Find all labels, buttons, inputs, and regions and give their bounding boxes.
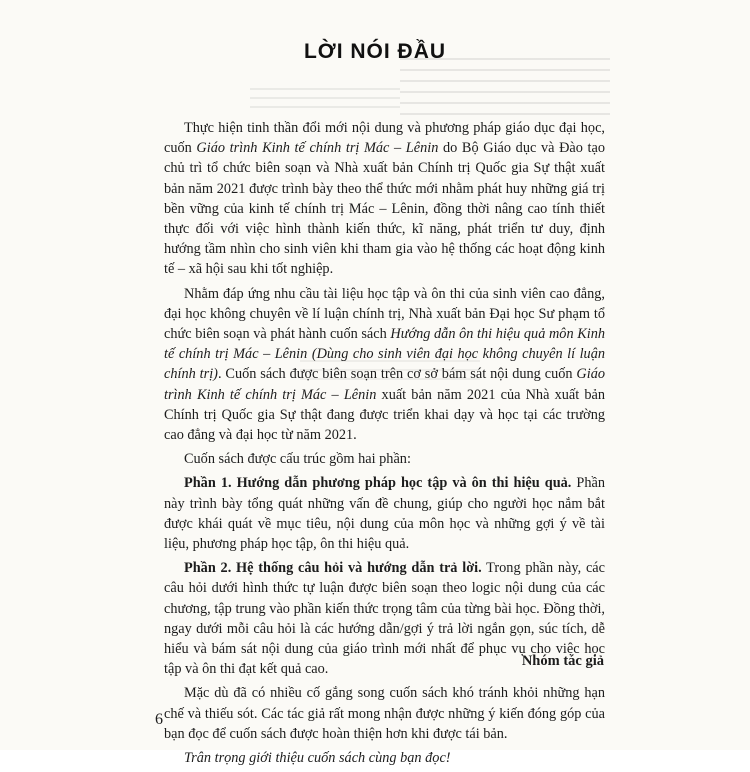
paragraph-2: Nhằm đáp ứng nhu cầu tài liệu học tập và ôn thi của sinh viên cao đẳng, đại học không chuyên về lí luận chính trị, Nhà xuất bản Đại học Sư phạm tổ chức biên soạn và phát hành cuốn sách Hướng dẫn ôn thi hiệu quả môn Kinh tế chính trị Mác – Lênin (Dùng cho sinh viên đại học không chuyên lí luận chính trị). Cuốn sách được biên soạn trên cơ sở bám sát nội dung cuốn Giáo trình Kinh tế chính trị Mác – Lênin xuất bản năm 2021 của Nhà xuất bản Chính trị Quốc gia Sự thật đang được triển khai dạy và học tại các trường cao đẳng và đại học từ năm 2021. [164, 285, 606, 444]
closing-line: Trân trọng giới thiệu cuốn sách cùng bạn đọc! [184, 750, 451, 767]
page-number: 6 [155, 711, 163, 728]
bleed-through-text [250, 88, 400, 108]
bleed-through-text [400, 58, 610, 118]
book-title-italic: Giáo trình Kinh tế chính trị Mác – Lênin [164, 366, 606, 403]
paragraph-part-1: Phần 1. Hướng dẫn phương pháp học tập và ôn thi hiệu quả. Phần này trình bày tổng quát những vấn đề chung, giúp cho người học nắm bắt được khái quát về mục tiêu, nội dung của môn học và những gợi ý về tài liệu, phương pháp học tập, ôn thi hiệu quả. [164, 475, 605, 553]
part-2-heading: Phần 2. Hệ thống câu hỏi và hướng dẫn trả lời. [184, 560, 482, 577]
page-title: LỜI NÓI ĐẦU [303, 40, 447, 63]
paragraph-3: Cuốn sách được cấu trúc gồm hai phần: [184, 451, 411, 468]
paragraph-6: Mặc dù đã có nhiều cố gắng song cuốn sách khó tránh khỏi những hạn chế và thiếu sót. Các tác giả rất mong nhận được những ý kiến đóng góp của bạn đọc để cuốn sách được hoàn thiện hơn khi được tái bản. [164, 685, 605, 742]
signature: Nhóm tác giả [521, 653, 604, 669]
paragraph-part-2: Phần 2. Hệ thống câu hỏi và hướng dẫn trả lời. Trong phần này, các câu hỏi dưới hình thức tự luận được biên soạn theo logic nội dung của các chương, tập trung vào phần kiến thức trọng tâm của từng bài học. Đồng thời, ngay dưới mỗi câu hỏi là các hướng dẫn/gợi ý trả lời ngắn gọn, súc tích, dễ hiểu và bám sát nội dung của giáo trình mới nhất để phục vụ cho việc học tập và ôn thi đạt kết quả cao. [164, 560, 605, 678]
paragraph-1: Thực hiện tinh thần đổi mới nội dung và phương pháp giáo dục đại học, cuốn Giáo trình Kinh tế chính trị Mác – Lênin do Bộ Giáo dục và Đào tạo chủ trì tổ chức biên soạn và Nhà xuất bản Chính trị Quốc gia Sự thật xuất bản năm 2021 được trình bày theo thể thức mới nhằm phát huy những giá trị bền vững của kinh tế chính trị Mác – Lênin, đồng thời nâng cao tính thiết thực đối với việc hình thành kiến thức, kĩ năng, phát triển tư duy, định hướng tầm nhìn cho sinh viên khi tham gia vào hệ thống các hoạt động kinh tế – xã hội sau khi tốt nghiệp. [164, 120, 605, 278]
book-title-italic: Hướng dẫn ôn thi hiệu quả môn Kinh tế chính trị Mác – Lênin (Dùng cho sinh viên đại học không chuyên lí luận chính trị) [164, 326, 605, 383]
part-1-heading: Phần 1. Hướng dẫn phương pháp học tập và ôn thi hiệu quả. [184, 475, 572, 492]
book-title-italic: Giáo trình Kinh tế chính trị Mác – Lênin [196, 140, 439, 157]
preface-body [164, 118, 605, 772]
